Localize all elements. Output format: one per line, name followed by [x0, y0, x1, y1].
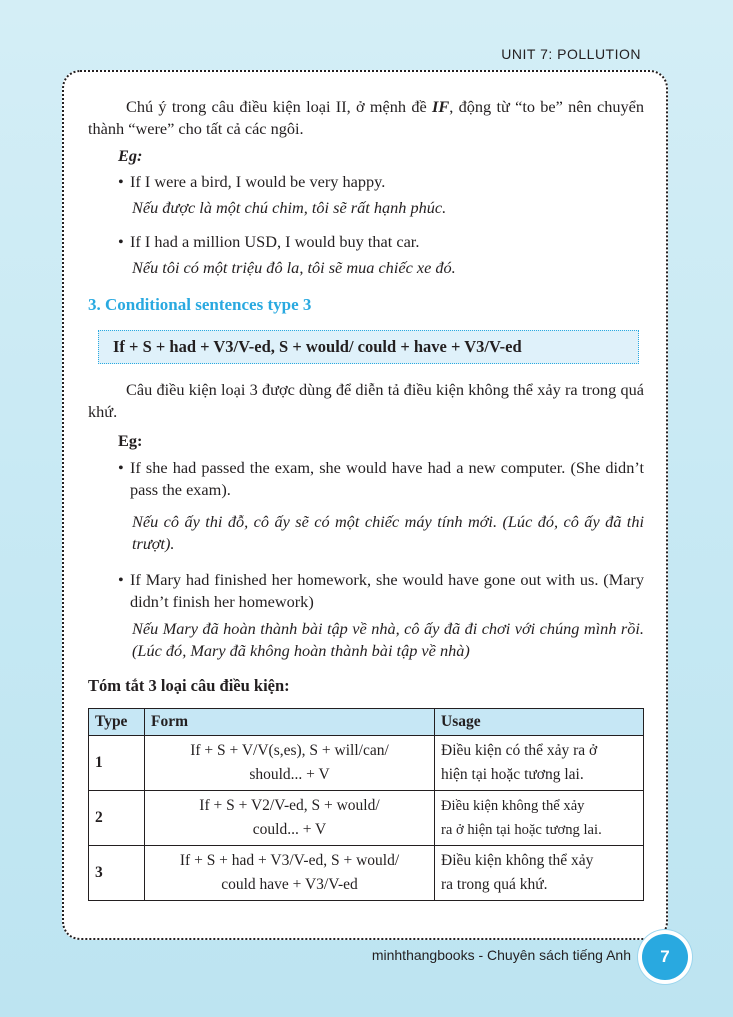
- form-line: should... + V: [249, 766, 330, 783]
- summary-title: Tóm tắt 3 loại câu điều kiện:: [88, 676, 290, 695]
- column-header-type: Type: [89, 709, 145, 736]
- column-header-usage: Usage: [435, 709, 644, 736]
- table-row: [89, 736, 644, 791]
- content-box: [62, 70, 668, 940]
- cell-form: [145, 736, 435, 791]
- usage-line: Điều kiện không thể xảy: [441, 798, 585, 814]
- cell-usage: [435, 736, 644, 791]
- form-line: If + S + V/V(s,es), S + will/can/: [190, 742, 389, 759]
- unit-header: UNIT 7: POLLUTION: [501, 46, 641, 62]
- type2-note-keyword: IF: [432, 97, 450, 116]
- bullet-icon: •: [118, 232, 124, 251]
- table-row: [89, 846, 644, 901]
- summary-table: [88, 708, 644, 901]
- usage-line: ra ở hiện tại hoặc tương lai.: [441, 822, 602, 838]
- eg-label: Eg:: [118, 146, 143, 165]
- usage-line: hiện tại hoặc tương lai.: [441, 766, 584, 783]
- form-line: could... + V: [252, 821, 327, 838]
- example-vi: Nếu được là một chú chim, tôi sẽ rất hạnh phúc.: [132, 198, 447, 217]
- type2-note: [88, 96, 644, 140]
- table-row: [89, 791, 644, 846]
- cell-type: 2: [89, 791, 145, 846]
- table-header-row: [89, 709, 644, 736]
- type2-note-after: , động từ “to be” nên chuyển thành “were” cho tất cả các ngôi.: [88, 97, 644, 138]
- formula-box: If + S + had + V3/V-ed, S + would/ could + have + V3/V-ed: [98, 330, 639, 364]
- type2-note-before: Chú ý trong câu điều kiện loại II, ở mệnh đề: [126, 97, 433, 116]
- usage-line: ra trong quá khứ.: [441, 876, 548, 893]
- cell-usage: [435, 846, 644, 901]
- usage-line: Điều kiện không thể xảy: [441, 852, 594, 869]
- example-vi: Nếu cô ấy thi đỗ, cô ấy sẽ có một chiếc máy tính mới. (Lúc đó, cô ấy đã thi trượt).: [132, 512, 644, 553]
- cell-type: 1: [89, 736, 145, 791]
- form-line: could have + V3/V-ed: [221, 876, 358, 893]
- form-line: If + S + had + V3/V-ed, S + would/: [179, 852, 400, 869]
- list-item: [118, 171, 644, 193]
- section-title: 3. Conditional sentences type 3: [88, 295, 312, 314]
- example-vi: Nếu Mary đã hoàn thành bài tập về nhà, cô ấy đã đi chơi với chúng mình rồi. (Lúc đó, Mary đã không hoàn thành bài tập về nhà): [132, 619, 644, 660]
- section-description: Câu điều kiện loại 3 được dùng để diễn tả điều kiện không thể xảy ra trong quá khứ.: [88, 380, 644, 421]
- list-item: [118, 457, 644, 501]
- example-en: If she had passed the exam, she would have had a new computer. (She didn’t pass the exam).: [130, 458, 644, 499]
- cell-usage: [435, 791, 644, 846]
- list-item: [118, 569, 644, 613]
- example-en: If Mary had finished her homework, she would have gone out with us. (Mary didn’t finish her homework): [130, 570, 644, 611]
- bullet-icon: •: [118, 458, 124, 477]
- example-en: If I had a million USD, I would buy that car.: [130, 232, 420, 251]
- list-item: [118, 231, 644, 253]
- bullet-icon: •: [118, 570, 124, 589]
- page-number: 7: [642, 934, 688, 980]
- footer-text: minhthangbooks - Chuyên sách tiếng Anh: [371, 947, 631, 963]
- cell-type: 3: [89, 846, 145, 901]
- content-inner: [88, 96, 644, 901]
- eg-label: Eg:: [118, 431, 143, 450]
- cell-form: [145, 791, 435, 846]
- example-vi: Nếu tôi có một triệu đô la, tôi sẽ mua chiếc xe đó.: [132, 258, 456, 277]
- form-line: If + S + V2/V-ed, S + would/: [199, 797, 380, 814]
- bullet-icon: •: [118, 172, 124, 191]
- column-header-form: Form: [145, 709, 435, 736]
- example-en: If I were a bird, I would be very happy.: [130, 172, 386, 191]
- cell-form: [145, 846, 435, 901]
- usage-line: Điều kiện có thể xảy ra ở: [441, 742, 598, 759]
